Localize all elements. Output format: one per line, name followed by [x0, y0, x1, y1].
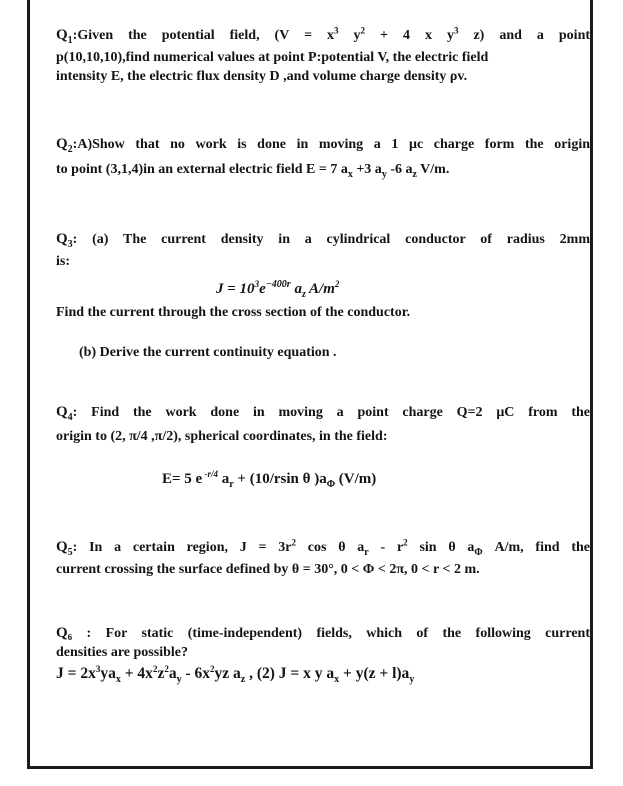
q3-line2: is:	[56, 254, 70, 269]
q5-line2: current crossing the surface defined by θ = 30°, 0 < Φ < 2π, 0 < r < 2 m.	[56, 562, 480, 577]
question-6: Q₆ : For static (time-independent) fields, which of the following current densities are possible?	[56, 625, 590, 660]
q3-part-b: (b) Derive the current continuity equation .	[79, 345, 337, 360]
q6-equation: $J = 2x^3ya_x + 4x^2z^2a_y - 6x^2yz$ $a_z$ , (2) J = x y $a_x + y(z + l)a_y$	[56, 663, 415, 686]
q2-line2: to point (3,1,4)in an external electric field E = 7 $a_x +3$ $a_y$ -6 $a_z$ V/m.	[56, 162, 450, 180]
question-3: $Q_3$: (a) The current density in a cylindrical conductor of radius 2mm is:	[56, 231, 590, 269]
q3-line3: Find the current through the cross section of the conductor.	[56, 305, 411, 320]
q5-label: $Q_5$	[56, 539, 73, 558]
question-4: $Q_4$: Find the work done in moving a point charge Q=2 μC from the origin to (2, π/4 ,π/2), spherical coordinates, in the field:	[56, 404, 590, 444]
question-2: $Q_2:A)Show$ that no work is done in moving a 1 μc charge form the origin to point (3,1,4)in an external electric field E = 7 $a_x +3$ $a_y$ -6 $a_z$ V/m.	[56, 136, 590, 180]
question-5: $Q_5$: In a certain region, $J = 3r^2$ cos θ $a_r - r^2$ sin θ $a_\Phi$ A/m, find the current crossing the surface defined by θ = 30°, 0 < Φ < 2π, 0 < r < 2 m.	[56, 537, 590, 577]
q6-label: Q₆	[56, 625, 73, 641]
q1-line3: intensity E, the electric flux density D ,and volume charge density ρv.	[56, 69, 468, 84]
q3-label: $Q_3$	[56, 231, 73, 250]
q2-label: $Q_2$	[56, 136, 73, 155]
q3-equation: $J = 10^3e^{-400r}$ $a_z$ $A/m^2$	[216, 279, 340, 300]
q4-line2: origin to (2, π/4 ,π/2), spherical coordinates, in the field:	[56, 429, 388, 444]
question-1: $Q_1:Given$ the potential field, ($V = x^3$ $y^2 + 4$ x $y^3$ z) and a point p(10,10,10),find numerical values at point P:potential V, the electric field intensity E, the electric flux density D ,and volume charge density ρv.	[56, 25, 591, 84]
q1-label: $Q_1$	[56, 27, 73, 46]
q4-label: $Q_4$	[56, 404, 73, 423]
q4-equation: E= 5 e $^{-r/4}$ $a_r + (10/rsin$ θ )$a_\Phi$ (V/m)	[162, 469, 377, 490]
q6-line2: densities are possible?	[56, 645, 188, 660]
q1-line2: p(10,10,10),find numerical values at point P:potential V, the electric field	[56, 50, 489, 65]
